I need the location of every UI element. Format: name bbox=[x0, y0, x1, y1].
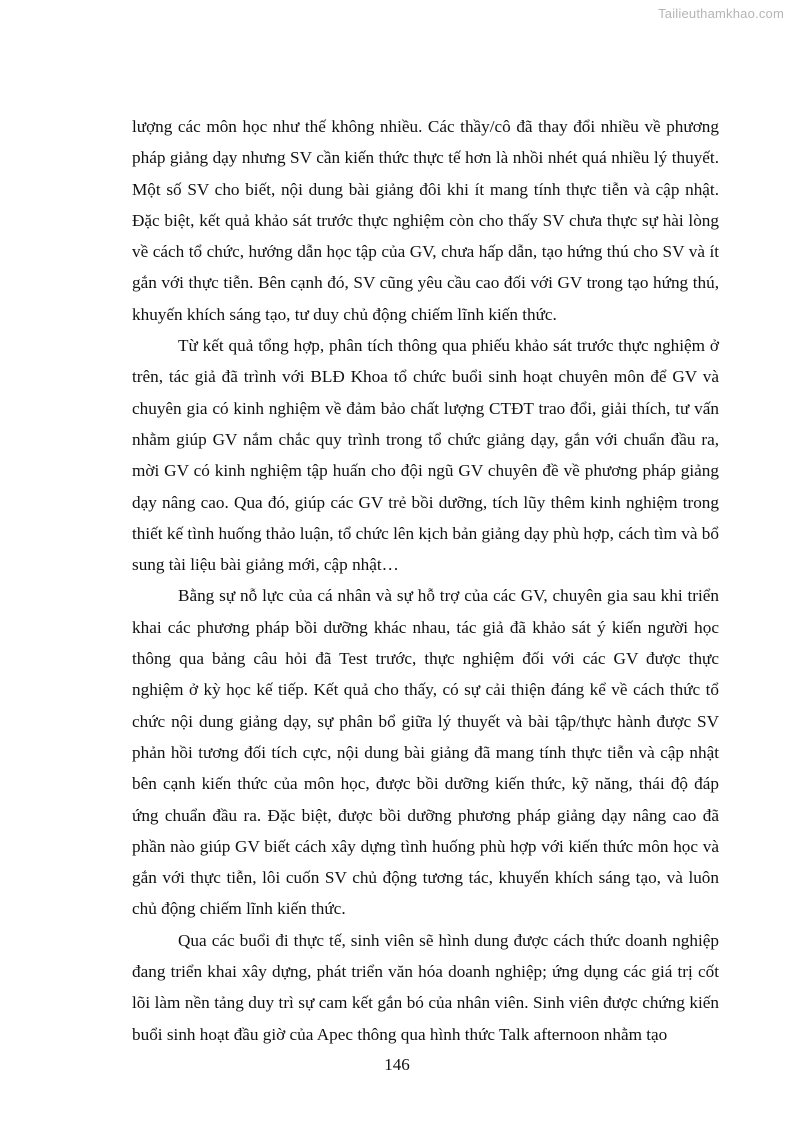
paragraph-3: Bằng sự nỗ lực của cá nhân và sự hỗ trợ của các GV, chuyên gia sau khi triển khai các phương pháp bồi dưỡng khác nhau, tác giả đã khảo sát ý kiến người học thông qua bảng câu hỏi đã Test trước, thực nghiệm đối với các GV được thực nghiệm ở kỳ học kế tiếp. Kết quả cho thấy, có sự cải thiện đáng kể về cách thức tổ chức nội dung giảng dạy, sự phân bổ giữa lý thuyết và bài tập/thực hành được SV phản hồi tương đối tích cực, nội dung bài giảng đã mang tính thực tiễn và cập nhật bên cạnh kiến thức của môn học, được bồi dưỡng kiến thức, kỹ năng, thái độ đáp ứng chuẩn đầu ra. Đặc biệt, được bồi dưỡng phương pháp giảng dạy nâng cao đã phần nào giúp GV biết cách xây dựng tình huống phù hợp với kiến thức môn học và gắn với thực tiễn, lôi cuốn SV chủ động tương tác, khuyến khích sáng tạo, và luôn chủ động chiếm lĩnh kiến thức. bbox=[132, 586, 719, 919]
watermark-text: Tailieuthamkhao.com bbox=[658, 6, 784, 21]
paragraph-4: Qua các buổi đi thực tế, sinh viên sẽ hình dung được cách thức doanh nghiệp đang triển khai xây dựng, phát triển văn hóa doanh nghiệp; ứng dụng các giá trị cốt lõi làm nền tảng duy trì sự cam kết gắn bó của nhân viên. Sinh viên được chứng kiến buổi sinh hoạt đầu giờ của Apec thông qua hình thức Talk afternoon nhằm tạo bbox=[132, 930, 719, 1044]
paragraph-2: Từ kết quả tổng hợp, phân tích thông qua phiếu khảo sát trước thực nghiệm ở trên, tác giả đã trình với BLĐ Khoa tổ chức buổi sinh hoạt chuyên môn để GV và chuyên gia có kinh nghiệm về đảm bảo chất lượng CTĐT trao đổi, giải thích, tư vấn nhằm giúp GV nắm chắc quy trình trong tổ chức giảng dạy, gắn với chuẩn đầu ra, mời GV có kinh nghiệm tập huấn cho đội ngũ GV chuyên đề về phương pháp giảng dạy nâng cao. Qua đó, giúp các GV trẻ bồi dưỡng, tích lũy thêm kinh nghiệm trong thiết kế tình huống thảo luận, tổ chức lên kịch bản giảng dạy phù hợp, cách tìm và bổ sung tài liệu bài giảng mới, cập nhật… bbox=[132, 336, 719, 575]
page-number: 146 bbox=[384, 1055, 410, 1074]
paragraph-1: lượng các môn học như thế không nhiều. Các thầy/cô đã thay đổi nhiều về phương pháp giảng dạy nhưng SV cần kiến thức thực tế hơn là nhồi nhét quá nhiều lý thuyết. Một số SV cho biết, nội dung bài giảng đôi khi ít mang tính thực tiễn và cập nhật. Đặc biệt, kết quả khảo sát trước thực nghiệm còn cho thấy SV chưa thực sự hài lòng về cách tổ chức, hướng dẫn học tập của GV, chưa hấp dẫn, tạo hứng thú cho SV và ít gắn với thực tiễn. Bên cạnh đó, SV cũng yêu cầu cao đối với GV trong tạo hứng thú, khuyến khích sáng tạo, tư duy chủ động chiếm lĩnh kiến thức. bbox=[132, 117, 719, 324]
document-body bbox=[132, 111, 719, 1050]
